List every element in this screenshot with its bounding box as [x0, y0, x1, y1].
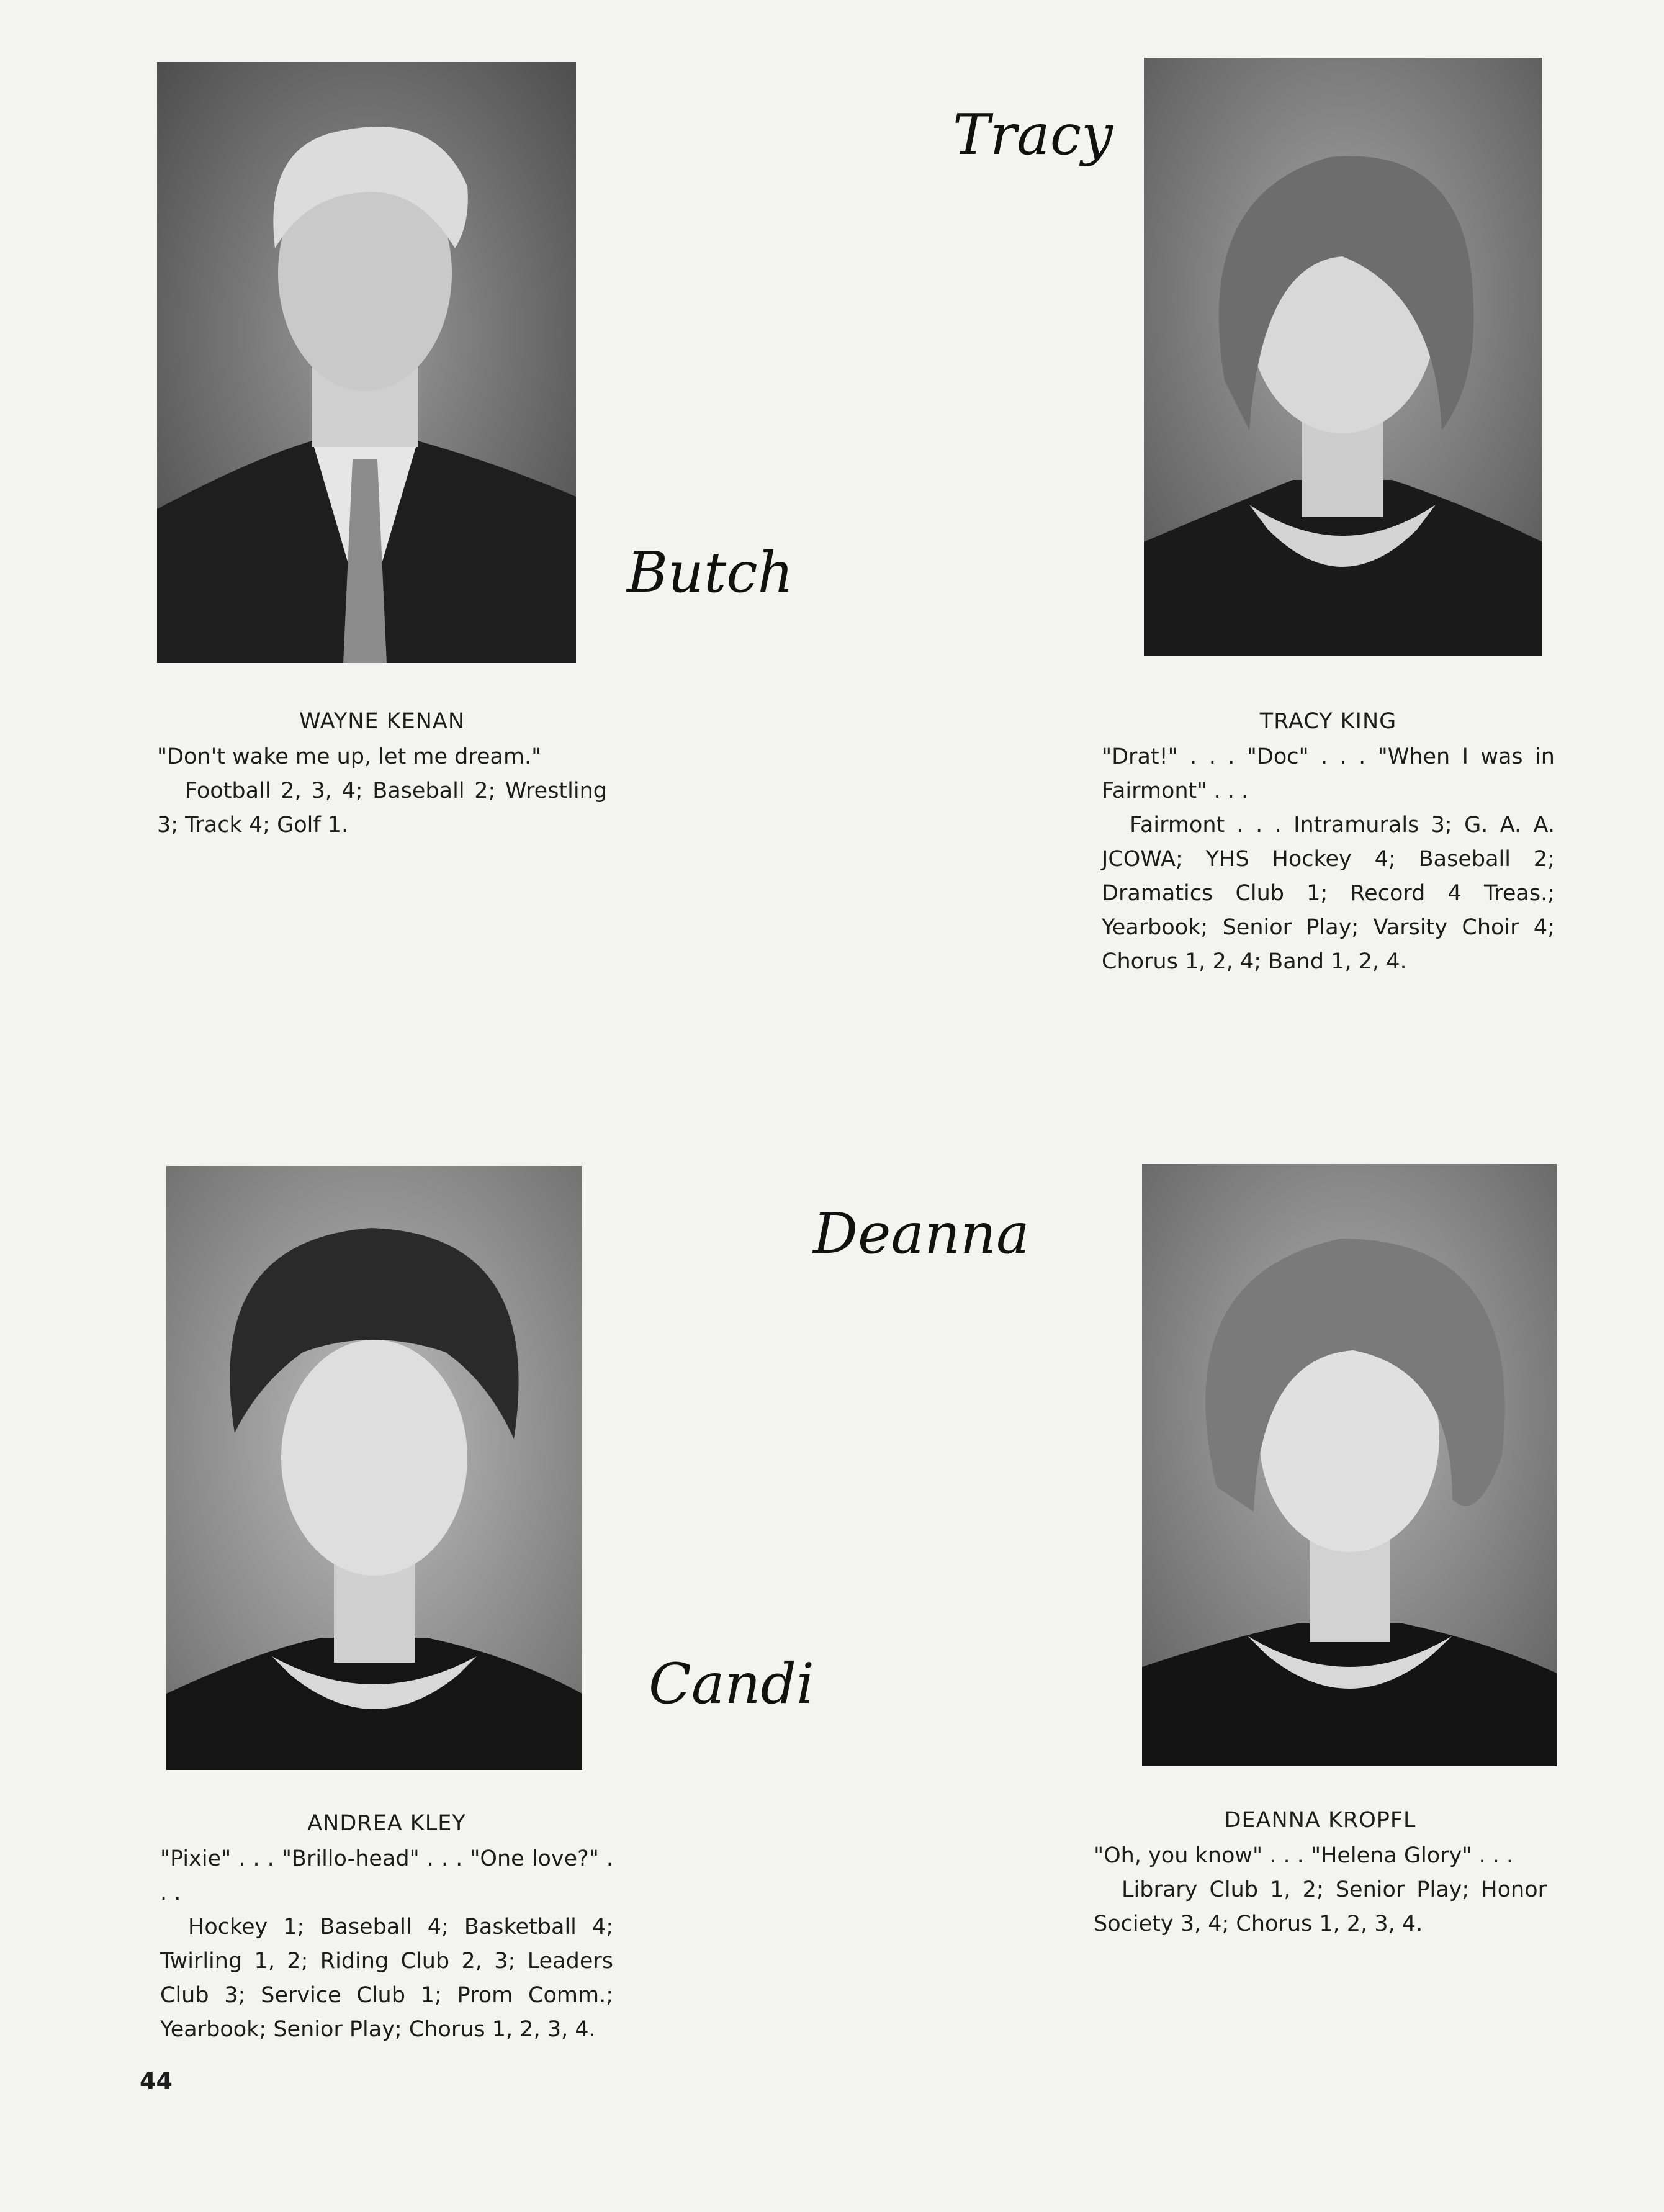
- caption-deanna-kropfl: [1094, 1803, 1547, 1941]
- student-quote: "Pixie" . . . "Brillo-head" . . . "One love?" . . .: [160, 1846, 613, 1905]
- student-activities: Library Club 1, 2; Senior Play; Honor Society 3, 4; Chorus 1, 2, 3, 4.: [1094, 1877, 1547, 1936]
- signature-candi: Candi: [649, 1651, 814, 1717]
- student-quote: "Don't wake me up, let me dream.": [157, 744, 542, 769]
- portrait-photo-tracy-king: [1144, 58, 1542, 656]
- student-quote: "Oh, you know" . . . "Helena Glory" . . .: [1094, 1843, 1514, 1868]
- caption-tracy-king: [1102, 705, 1555, 979]
- portrait-photo-deanna-kropfl: [1142, 1164, 1557, 1766]
- student-name: WAYNE KENAN: [299, 709, 465, 734]
- student-name: ANDREA KLEY: [307, 1811, 466, 1836]
- student-activities: Football 2, 3, 4; Baseball 2; Wrestling 3; Track 4; Golf 1.: [157, 779, 607, 837]
- signature-butch: Butch: [627, 540, 794, 605]
- portrait-photo-wayne-kenan: [157, 62, 576, 663]
- student-name: TRACY KING: [1259, 709, 1397, 734]
- student-activities: Fairmont . . . Intramurals 3; G. A. A. JCOWA; YHS Hockey 4; Baseball 2; Dramatics Club 1; Record 4 Treas.; Yearbook; Senior Play; Varsity Choir 4; Chorus 1, 2, 4; Band 1, 2, 4.: [1102, 813, 1555, 974]
- caption-andrea-kley: [160, 1807, 613, 2047]
- page-number: 44: [140, 2067, 173, 2095]
- signature-deanna: Deanna: [813, 1201, 1030, 1266]
- student-quote: "Drat!" . . . "Doc" . . . "When I was in Fairmont" . . .: [1102, 744, 1555, 803]
- caption-wayne-kenan: [157, 705, 607, 842]
- student-name: DEANNA KROPFL: [1224, 1808, 1416, 1833]
- student-activities: Hockey 1; Baseball 4; Basketball 4; Twirling 1, 2; Riding Club 2, 3; Leaders Club 3; Service Club 1; Prom Comm.; Yearbook; Senior Play; Chorus 1, 2, 3, 4.: [160, 1915, 613, 2042]
- portrait-photo-andrea-kley: [166, 1166, 582, 1770]
- signature-tracy: Tracy: [953, 102, 1113, 168]
